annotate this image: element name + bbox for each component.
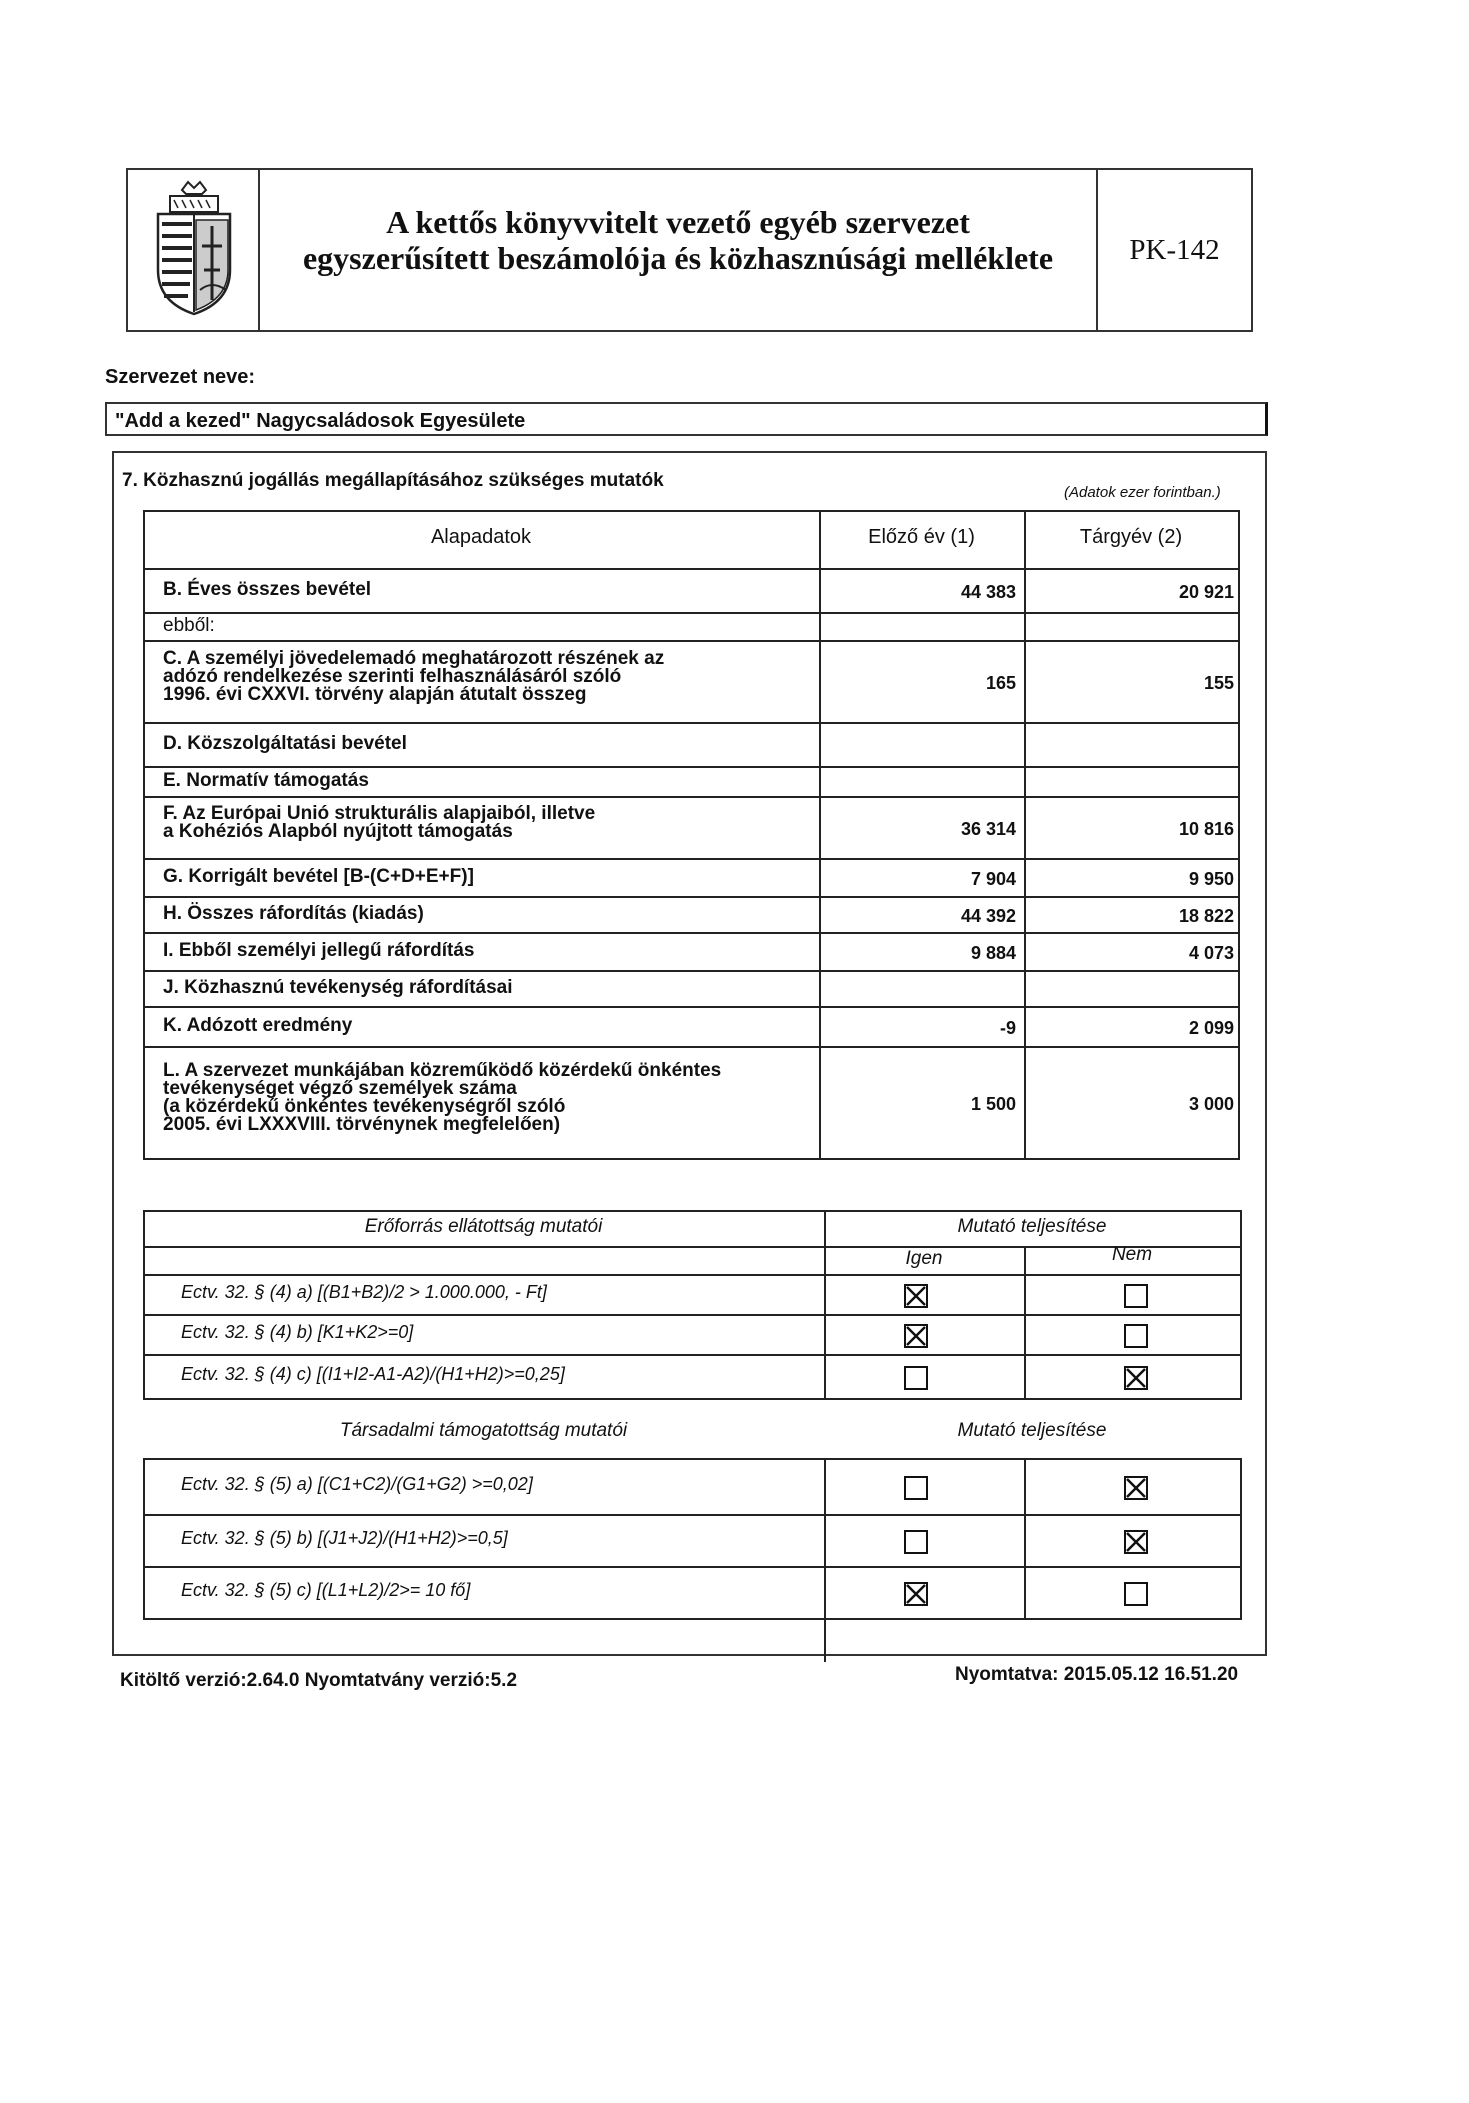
grid-line [143, 722, 1238, 724]
previous-year-value: 36 314 [960, 819, 1016, 839]
resource-no-checkbox[interactable] [1124, 1324, 1148, 1348]
social-criterion: Ectv. 32. § (5) c) [(L1+L2)/2>= 10 fő] [181, 1580, 471, 1600]
social-criterion: Ectv. 32. § (5) b) [(J1+J2)/(H1+H2)>=0,5] [181, 1528, 508, 1548]
crest-cell [128, 170, 260, 330]
grid-line [1024, 1458, 1026, 1620]
row-label [163, 1062, 721, 1134]
organization-name-field[interactable]: "Add a kezed" Nagycsaládosok Egyesülete [105, 402, 1268, 436]
row-label-line: J. Közhasznú tevékenység ráfordításai [163, 977, 513, 998]
row-label [163, 772, 369, 790]
check-x-icon [1126, 1532, 1146, 1552]
grid-line [143, 1618, 1240, 1620]
current-year-value: 155 [1203, 673, 1234, 693]
grid-line [143, 1046, 1238, 1048]
hungarian-coat-of-arms-icon [144, 180, 244, 320]
row-label [163, 942, 474, 960]
grid-line [824, 1210, 826, 1400]
grid-line [143, 896, 1238, 898]
previous-year-value: -9 [999, 1018, 1016, 1038]
social-criterion: Ectv. 32. § (5) a) [(C1+C2)/(G1+G2) >=0,02] [181, 1474, 533, 1494]
row-label-line: H. Összes ráfordítás (kiadás) [163, 903, 424, 924]
row-label-line: 2005. évi LXXXVIII. törvénynek megfelelően) [163, 1114, 561, 1135]
grid-line [143, 1398, 1240, 1400]
current-year-value: 10 816 [1178, 819, 1234, 839]
grid-line [143, 1158, 1238, 1160]
grid-line [143, 1354, 1240, 1356]
grid-line [1240, 1210, 1242, 1400]
social-no-checkbox[interactable] [1124, 1582, 1148, 1606]
column-header-previous-year: Előző év (1) [868, 526, 975, 548]
current-year-value: 2 099 [1188, 1018, 1234, 1038]
previous-year-value: 1 500 [970, 1094, 1016, 1114]
grid-line [824, 1458, 826, 1662]
row-label [163, 1017, 352, 1035]
check-x-icon [1126, 1368, 1146, 1388]
current-year-value: 3 000 [1188, 1094, 1234, 1114]
check-x-icon [906, 1326, 926, 1346]
check-x-icon [906, 1584, 926, 1604]
section-title: 7. Közhasznú jogállás megállapításához szükséges mutatók [122, 470, 664, 491]
grid-line [143, 568, 1238, 570]
row-label [163, 868, 474, 886]
previous-year-value: 44 392 [960, 906, 1016, 926]
current-year-value: 18 822 [1178, 906, 1234, 926]
grid-line [143, 858, 1238, 860]
grid-line [143, 1514, 1240, 1516]
previous-year-value: 7 904 [970, 869, 1016, 889]
row-label-line: F. Az Európai Unió strukturális alapjaiból, illetve [163, 803, 596, 824]
grid-line [143, 1458, 145, 1620]
resource-no-checkbox[interactable] [1124, 1366, 1148, 1390]
social-header: Társadalmi támogatottság mutatói [339, 1420, 628, 1441]
grid-line [143, 510, 145, 1160]
check-x-icon [1126, 1478, 1146, 1498]
row-label [163, 979, 513, 997]
grid-line [143, 1210, 1240, 1212]
previous-year-value: 44 383 [960, 582, 1016, 602]
resource-no-checkbox[interactable] [1124, 1284, 1148, 1308]
grid-line [143, 1274, 1240, 1276]
row-label [163, 905, 424, 923]
social-fulfilment-header: Mutató teljesítése [957, 1420, 1107, 1441]
grid-line [143, 766, 1238, 768]
row-label-line: D. Közszolgáltatási bevétel [163, 733, 407, 754]
column-header-current-year: Tárgyév (2) [1079, 526, 1183, 548]
form-header [126, 168, 1253, 332]
grid-line [819, 510, 821, 1160]
row-label [163, 581, 371, 599]
row-label-line: 1996. évi CXXVI. törvény alapján átutalt összeg [163, 684, 587, 705]
grid-line [143, 640, 1238, 642]
social-yes-checkbox[interactable] [904, 1476, 928, 1500]
grid-line [143, 970, 1238, 972]
organization-label: Szervezet neve: [105, 366, 256, 388]
social-yes-checkbox[interactable] [904, 1530, 928, 1554]
current-year-value: 20 921 [1178, 582, 1234, 602]
form-title [268, 204, 1088, 276]
row-label [163, 650, 664, 704]
row-label-line: B. Éves összes bevétel [163, 579, 372, 600]
no-column-header: Nem [1111, 1244, 1153, 1265]
row-label-line: a Kohéziós Alapból nyújtott támogatás [163, 821, 513, 842]
current-year-value: 9 950 [1188, 869, 1234, 889]
resource-criterion: Ectv. 32. § (4) c) [(I1+I2-A1-A2)/(H1+H2)>=0,25] [181, 1364, 565, 1384]
grid-line [1238, 510, 1240, 1160]
grid-line [143, 1314, 1240, 1316]
unit-note: (Adatok ezer forintban.) [1064, 484, 1221, 501]
social-no-checkbox[interactable] [1124, 1530, 1148, 1554]
row-label-line: adózó rendelkezése szerinti felhasználásáról szóló [163, 666, 622, 687]
version-info: Kitöltő verzió:2.64.0 Nyomtatvány verzió:5.2 [120, 1670, 518, 1691]
row-label-line: K. Adózott eredmény [163, 1015, 353, 1036]
current-year-value: 4 073 [1188, 943, 1234, 963]
row-label-line: tevékenységet végző személyek száma [163, 1078, 517, 1099]
row-label [163, 617, 215, 635]
column-header-base: Alapadatok [430, 526, 532, 548]
row-label-line: G. Korrigált bevétel [B-(C+D+E+F)] [163, 866, 474, 887]
grid-line [1024, 510, 1026, 1160]
previous-year-value: 165 [985, 673, 1016, 693]
title-line-1: A kettős könyvvitelt vezető egyéb szervezet [386, 204, 970, 240]
check-x-icon [906, 1286, 926, 1306]
resource-criterion: Ectv. 32. § (4) b) [K1+K2>=0] [181, 1322, 414, 1342]
row-label-line: ebből: [163, 615, 215, 636]
row-label-line: E. Normatív támogatás [163, 770, 369, 791]
grid-line [1024, 1246, 1026, 1400]
grid-line [143, 510, 1238, 512]
form-code: PK-142 [1096, 170, 1251, 330]
grid-line [143, 1210, 145, 1400]
row-label [163, 735, 407, 753]
previous-year-value: 9 884 [970, 943, 1016, 963]
grid-line [1240, 1458, 1242, 1620]
yes-column-header: Igen [905, 1248, 943, 1269]
resources-fulfilment-header: Mutató teljesítése [957, 1216, 1107, 1237]
row-label-line: C. A személyi jövedelemadó meghatározott részének az [163, 648, 665, 669]
grid-line [143, 932, 1238, 934]
row-label-line: I. Ebből személyi jellegű ráfordítás [163, 940, 475, 961]
resource-yes-checkbox[interactable] [904, 1366, 928, 1390]
row-label [163, 805, 595, 841]
resources-header: Erőforrás ellátottság mutatói [364, 1216, 603, 1237]
resource-yes-checkbox[interactable] [904, 1324, 928, 1348]
title-line-2: egyszerűsített beszámolója és közhasznúsági melléklete [302, 240, 1054, 276]
resource-criterion: Ectv. 32. § (4) a) [(B1+B2)/2 > 1.000.000, - Ft] [181, 1282, 547, 1302]
grid-line [143, 1458, 1240, 1460]
grid-line [143, 1566, 1240, 1568]
social-yes-checkbox[interactable] [904, 1582, 928, 1606]
grid-line [143, 1006, 1238, 1008]
row-label-line: (a közérdekű önkéntes tevékenységről szóló [163, 1096, 566, 1117]
row-label-line: L. A szervezet munkájában közreműködő közérdekű önkéntes [163, 1060, 722, 1081]
print-timestamp: Nyomtatva: 2015.05.12 16.51.20 [955, 1664, 1239, 1685]
social-no-checkbox[interactable] [1124, 1476, 1148, 1500]
resource-yes-checkbox[interactable] [904, 1284, 928, 1308]
grid-line [143, 796, 1238, 798]
grid-line [143, 612, 1238, 614]
